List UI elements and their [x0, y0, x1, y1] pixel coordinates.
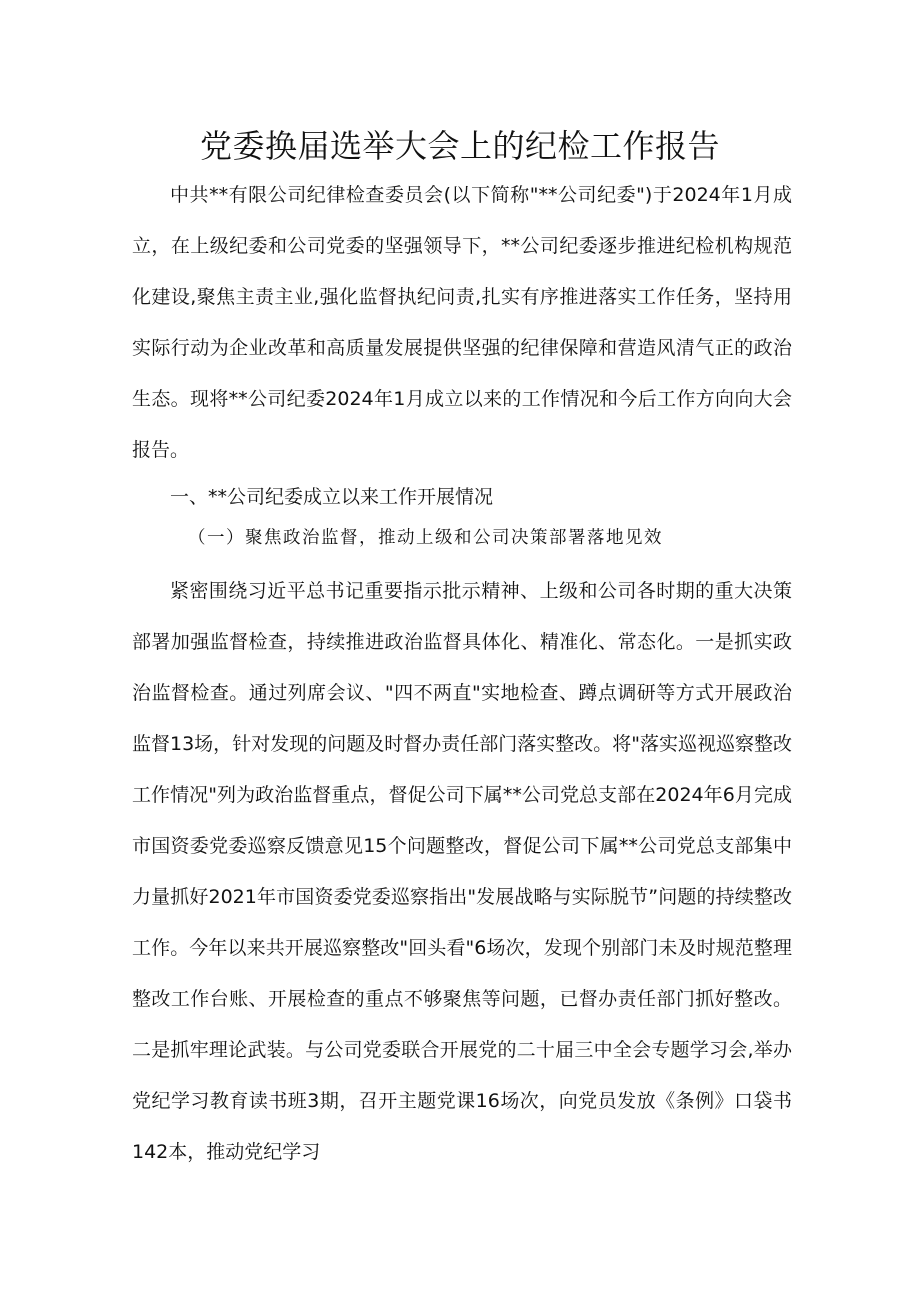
subsection-heading: （一）聚焦政治监督，推动上级和公司决策部署落地见效 — [188, 528, 663, 548]
body-paragraph: 紧密围绕习近平总书记重要指示批示精神、上级和公司各时期的重大决策部署加强监督检查，持续推进政治监督具体化、精准化、常态化。一是抓实政治监督检查。通过列席会议、"四不两直"实地检查、蹲点调研等方式开展政治监督13场，针对发现的问题及时督办责任部门落实整改。将"落实巡视巡察整改工作情况"列为政治监督重点，督促公司下属**公司党总支部在2024年6月完成市国资委党委巡察反馈意见15个问题整改，督促公司下属**公司党总支部集中力量抓好2021年市国资委党委巡察指出"发展战略与实际脱节”问题的持续整改工作。今年以来共开展巡察整改"回头看"6场次，发现个别部门未及时规范整理整改工作台账、开展检查的重点不够聚焦等问题，已督办责任部门抓好整改。二是抓牢理论武装。与公司党委联合开展党的二十届三中全会专题学习会,举办党纪学习教育读书班3期，召开主题党课16场次，向党员发放《条例》口袋书142本，推动党纪学习 — [132, 580, 792, 1163]
intro-paragraph: 中共**有限公司纪律检查委员会(以下简称"**公司纪委")于2024年1月成立，在上级纪委和公司党委的坚强领导下，**公司纪委逐步推进纪检机构规范化建设,聚焦主责主业,强化监督执纪问责,扎实有序推进落实工作任务，坚持用实际行动为企业改革和高质量发展提供坚强的纪律保障和营造风清气正的政治生态。现将**公司纪委2024年1月成立以来的工作情况和今后工作方向向大会报告。 — [132, 184, 792, 461]
section-heading: 一、**公司纪委成立以来工作开展情况 — [170, 486, 494, 508]
document-title: 党委换届选举大会上的纪检工作报告 — [199, 127, 720, 165]
